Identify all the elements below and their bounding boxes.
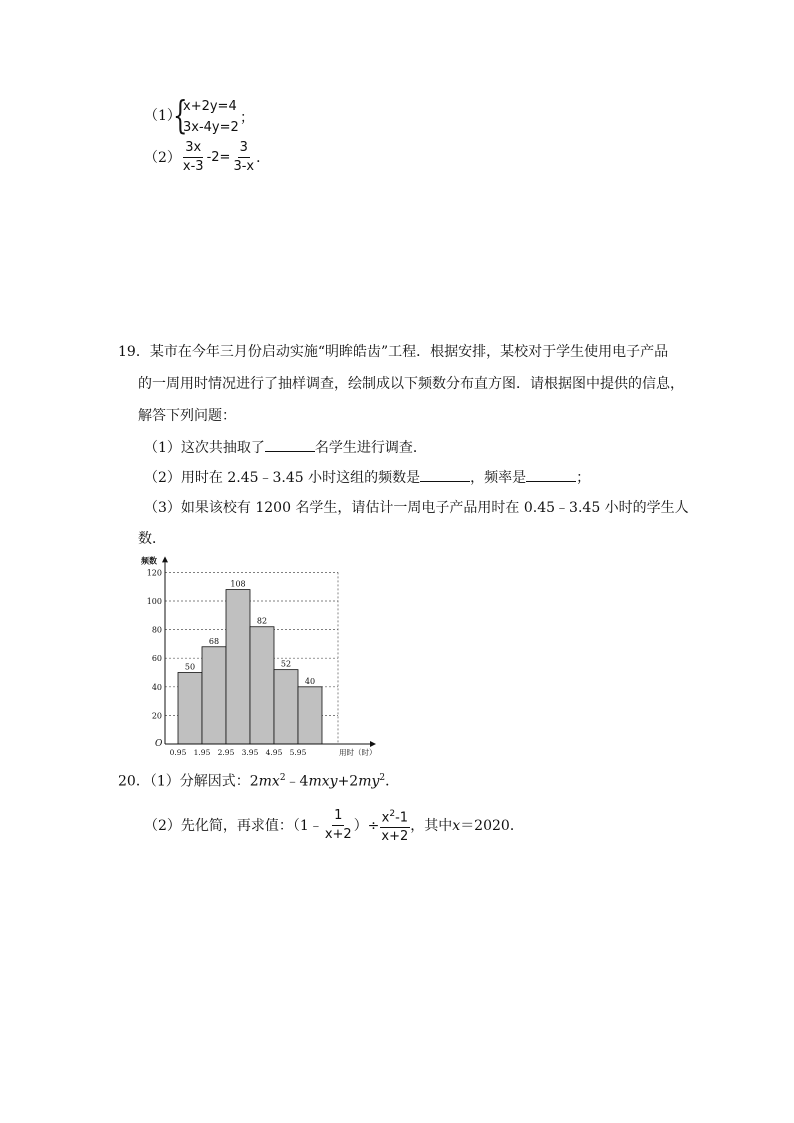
answer-blank-2 <box>420 467 470 482</box>
q20-p2-var-x: x <box>452 817 461 834</box>
q18-equation-1: x+2y=4 <box>183 99 237 114</box>
q19-line-3: 解答下列问题： <box>138 408 236 424</box>
q18-right-denominator: 3-x <box>233 159 255 174</box>
y-tick-label: 100 <box>146 597 162 606</box>
x-tick-label: 2.95 <box>217 748 235 757</box>
q18-part1-end: ； <box>240 110 254 126</box>
q20-fraction-1-numerator: 1 <box>332 808 344 826</box>
bar-value-label: 108 <box>230 579 246 589</box>
q20-p2-text-c: ，其中 <box>410 817 453 834</box>
histogram-bar <box>178 673 202 745</box>
x-axis-arrow <box>370 741 376 747</box>
system-brace: { <box>173 93 188 137</box>
q20-part-1 <box>118 768 399 792</box>
q20-fraction-1-denominator: x+2 <box>324 827 352 843</box>
q20-p1-text-d: ﹣4 <box>285 773 309 790</box>
answer-blank-1 <box>265 437 315 452</box>
q20-p2-text-b: ）÷ <box>353 817 380 834</box>
y-tick-label: 20 <box>151 711 162 721</box>
bar-value-label: 52 <box>280 659 292 669</box>
q18-left-fraction <box>181 140 206 175</box>
q19-sub-1 <box>144 437 427 458</box>
q18-part2-label: （2） <box>144 149 181 166</box>
bar-value-label: 82 <box>256 616 268 626</box>
q18-left-numerator: 3x <box>183 140 203 158</box>
y-tick-label: 120 <box>146 568 162 578</box>
histogram-bar <box>202 647 226 744</box>
histogram-bar <box>298 687 322 744</box>
q19-sub-2-end: ； <box>576 470 591 486</box>
q18-part2-end: ． <box>256 149 271 166</box>
histogram-bar <box>274 670 298 744</box>
y-axis-title: 频数 <box>141 555 157 566</box>
q20-part-2 <box>144 806 524 845</box>
q20-p1-text-i: ． <box>385 773 400 790</box>
q20-f2-x: x <box>381 810 390 826</box>
q18-right-numerator: 3 <box>238 140 250 158</box>
bar-value-label: 50 <box>184 662 196 672</box>
q18-right-fraction <box>231 140 256 175</box>
y-axis-arrow <box>162 556 168 562</box>
q20-p2-text-d: ＝2020． <box>460 817 524 834</box>
q18-equation-2: 3x-4y=2 <box>183 120 239 135</box>
q18-middle: -2= <box>206 150 231 165</box>
x-tick-label: 1.95 <box>193 748 211 757</box>
x-tick-label: 5.95 <box>289 748 307 757</box>
q20-fraction-2-denominator: x+2 <box>381 829 409 845</box>
q20-p1-text-a: 20．（1）分解因式：2 <box>118 773 259 790</box>
q19-sub-1-prefix: （1）这次共抽取了 <box>144 440 265 456</box>
q20-f2-minus-one: -1 <box>395 810 409 826</box>
q20-p1-var-mx: mx <box>258 773 280 790</box>
q19-sub-1-suffix: 名学生进行调查． <box>314 440 427 456</box>
q19-sub-2-prefix: （2）用时在 2.45﹣3.45 小时这组的频数是 <box>144 470 421 486</box>
q20-p1-exp-2: 2 <box>379 773 386 783</box>
histogram-chart <box>135 552 385 762</box>
x-axis-title: 用时（时） <box>339 748 377 757</box>
q18-part1-label: （1） <box>144 108 181 124</box>
q20-p1-exp-1: 2 <box>279 773 286 783</box>
q18-left-denominator: x-3 <box>182 159 204 174</box>
histogram-bar <box>250 627 274 744</box>
q18-part2 <box>144 140 270 175</box>
x-tick-label: 0.95 <box>169 748 187 757</box>
x-tick-label: 4.95 <box>265 748 283 757</box>
q19-sub-2-middle: ，频率是 <box>470 470 527 486</box>
x-tick-label: 3.95 <box>241 748 259 757</box>
origin-label: O <box>155 739 163 749</box>
bar-value-label: 68 <box>208 636 220 646</box>
chart-bars <box>178 590 322 744</box>
q19-line-2: 的一周用时情况进行了抽样调查，绘制成以下频数分布直方图．请根据图中提供的信息， <box>138 376 684 392</box>
q20-fraction-1 <box>323 808 354 843</box>
q20-p1-text-f: +2 <box>337 773 359 790</box>
q20-f2-exp: 2 <box>389 809 396 819</box>
y-tick-label: 40 <box>151 682 162 692</box>
q19-sub-2 <box>144 467 590 488</box>
bar-value-label: 40 <box>304 676 316 686</box>
y-tick-label: 60 <box>151 654 162 664</box>
q20-p1-var-my: my <box>358 773 380 790</box>
q19-sub-3-line-1: （3）如果该校有 1200 名学生，请估计一周电子产品用时在 0.45﹣3.45 小时的学生人 <box>144 500 689 516</box>
histogram-bar <box>226 590 250 744</box>
q20-p1-var-mxy: mxy <box>308 773 338 790</box>
answer-blank-3 <box>526 467 576 482</box>
q20-fraction-2 <box>379 806 410 845</box>
q20-p2-text-a: （2）先化简，再求值：（1﹣ <box>144 817 323 834</box>
y-tick-label: 80 <box>151 625 162 635</box>
q19-line-1: 19．某市在今年三月份启动实施“明眸皓齿”工程．根据安排，某校对于学生使用电子产品 <box>118 344 669 360</box>
q19-sub-3-line-2: 数． <box>138 531 166 547</box>
q20-fraction-2-numerator <box>380 806 410 828</box>
